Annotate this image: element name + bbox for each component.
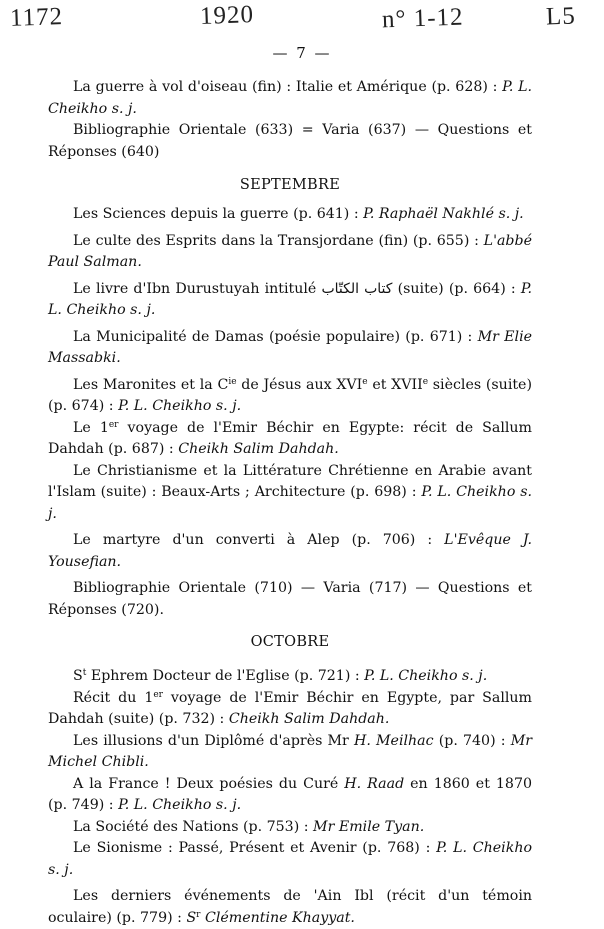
section-heading-october: OCTOBRE (250, 634, 330, 650)
list-item: Le Christianisme et la Littérature Chrétienne en Arabie avant l'Islam (suite) : Beaux-Arts ; Architecture (p. 698) : P. L. Cheikho s. j. (48, 462, 533, 522)
list-item: Les Sciences depuis la guerre (p. 641) : P. Raphaël Nakhlé s. j. (73, 206, 524, 222)
list-item: Le 1er voyage de l'Emir Béchir en Egypte: récit de Sallum Dahdah (p. 687) : Cheikh Salim Dahdah. (48, 419, 532, 457)
list-item: $S^t$ Ephrem Docteur de l'Eglise (p. 721) : P. L. Cheikho s. j. (73, 668, 488, 684)
list-item: Les illusions d'un Diplômé d'après Mr H. Meilhac (p. 740) : Mr Michel Chibli. (48, 732, 533, 770)
list-item: Les derniers événements de 'Ain Ibl (récit d'un témoin oculaire) (p. 779) : $S^r$ Clémentine Khayyat. (48, 888, 532, 926)
list-item: Récit du 1er voyage de l'Emir Béchir en Egypte, par Sallum Dahdah (suite) (p. 732) : Cheikh Salim Dahdah. (48, 689, 532, 727)
list-item: A la France ! Deux poésies du Curé H. Raad en 1860 et 1870 (p. 749) : P. L. Cheikho s. j. (48, 775, 532, 813)
list-item: La Municipalité de Damas (poésie populaire) (p. 671) : Mr Elie Massabki. (48, 328, 533, 366)
list-item: Le culte des Esprits dans la Transjordane (fin) (p. 655) : L'abbé Paul Salman. (48, 232, 532, 270)
list-item: La guerre à vol d'oiseau (fin) : Italie et Amérique (p. 628) : P. L. Cheikho s. j. (48, 79, 532, 117)
list-item: Le livre d'Ibn Durustuyah intitulé كتاب الكتّاب (suite) (p. 664) : P. L. Cheikho s. j. (48, 280, 533, 318)
list-item: Le martyre d'un converti à Alep (p. 706) : L'Evêque J. Yousefian. (48, 532, 532, 570)
handwritten-code: L5 (545, 2, 577, 31)
list-item: Bibliographie Orientale (633) = Varia (637) — Questions et Réponses (640) (48, 122, 532, 160)
page-number: — 7 — (272, 44, 332, 62)
list-item: La Société des Nations (p. 753) : Mr Emile Tyan. (73, 818, 425, 835)
handwritten-number: 1172 (9, 3, 64, 32)
handwritten-issue-range: n° 1-12 (381, 3, 465, 34)
list-item: Bibliographie Orientale (710) — Varia (717) — Questions et Réponses (720). (48, 580, 532, 618)
list-item: Les Maronites et la $C^{ie}$ de Jésus aux XVIe et XVIIe siècles (suite) (p. 674) : P. L. Cheikho s. j. (48, 376, 532, 414)
list-item: Le Sionisme : Passé, Présent et Avenir (p. 768) : P. L. Cheikho s. j. (48, 840, 532, 878)
page-body (48, 77, 532, 929)
section-heading-september: SEPTEMBRE (239, 177, 341, 193)
handwritten-year: 1920 (199, 1, 255, 30)
arabic-title: كتاب الكتّاب (321, 280, 393, 297)
